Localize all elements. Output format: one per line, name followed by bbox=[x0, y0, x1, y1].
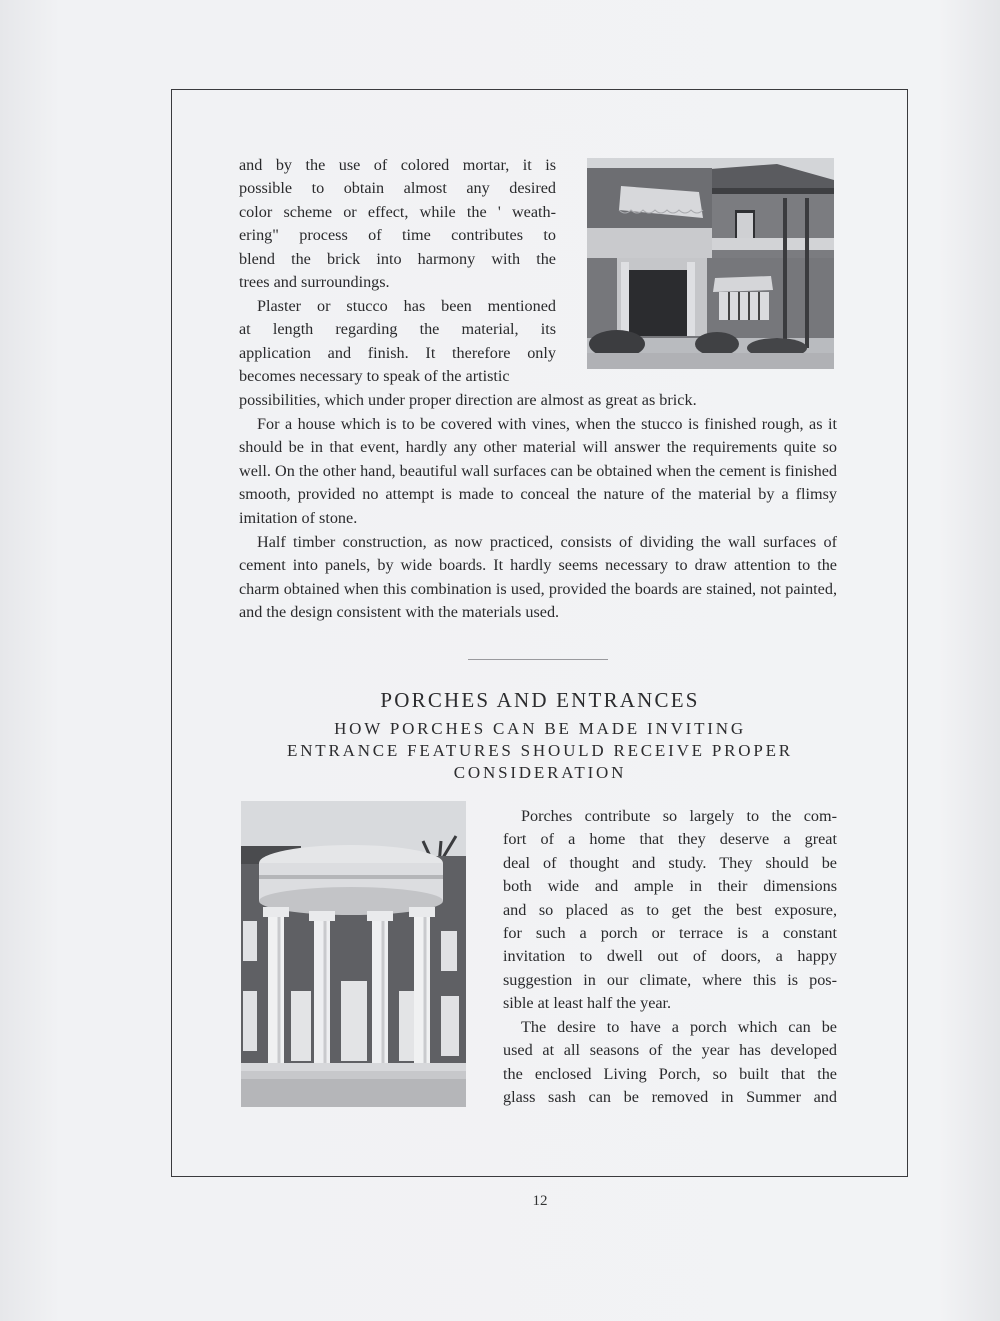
paragraph-colored-mortar bbox=[239, 154, 556, 294]
text-line: The desire to have a porch which can be bbox=[521, 1018, 837, 1036]
text-line: at length regarding the material, its bbox=[239, 320, 556, 339]
paragraph-vines bbox=[239, 413, 837, 530]
text-line: for such a porch or terrace is a constant bbox=[503, 924, 837, 943]
paragraph-porches bbox=[503, 805, 837, 1016]
text-line: color scheme or effect, while the ' weath- bbox=[239, 202, 556, 221]
section-divider bbox=[468, 659, 608, 660]
section-heading: PORCHES AND ENTRANCES bbox=[380, 688, 700, 712]
page-number: 12 bbox=[532, 1193, 548, 1209]
paragraph-text: Half timber construction, as now practiced, consists of dividing the wall surfaces of cement into panels, by wide boards. It hardly seems necessary to draw attention to the charm obtained when this combination is used, provided the boards are stained, not painted, and the design consistent with the materials used. bbox=[239, 533, 837, 622]
text-line: ering" process of time contributes to bbox=[239, 226, 556, 245]
text-line: and by the use of colored mortar, it is bbox=[239, 156, 556, 174]
text-line: glass sash can be removed in Summer and bbox=[503, 1088, 837, 1107]
text-line: deal of thought and study. They should be bbox=[503, 853, 837, 872]
section-subheading-line: HOW PORCHES CAN BE MADE INVITING bbox=[334, 719, 746, 738]
text-line: sible at least half the year. bbox=[503, 994, 672, 1013]
columned-porch-photo bbox=[241, 801, 466, 1107]
text-line: suggestion in our climate, where this is pos- bbox=[503, 970, 837, 989]
columned-porch-illustration bbox=[241, 801, 466, 1107]
section-subheading-line: CONSIDERATION bbox=[453, 763, 627, 782]
paragraph-half-timber bbox=[239, 531, 837, 625]
brick-house-illustration bbox=[587, 158, 834, 369]
text-line: Plaster or stucco has been mentioned bbox=[257, 297, 556, 315]
text-line: trees and surroundings. bbox=[239, 273, 390, 292]
text-line: fort of a home that they deserve a great bbox=[503, 830, 837, 849]
section-subheading-line: ENTRANCE FEATURES SHOULD RECEIVE PROPER bbox=[287, 741, 793, 760]
text-line: possible to obtain almost any desired bbox=[239, 179, 556, 198]
brick-house-photo bbox=[587, 158, 834, 369]
text-line: used at all seasons of the year has developed bbox=[503, 1041, 837, 1060]
text-line: becomes necessary to speak of the artistic bbox=[239, 367, 510, 386]
paragraph-text: For a house which is to be covered with vines, when the stucco is finished rough, as it should be in that event, hardly any other material will answer the requirements quite so well. On the other hand, beautiful wall surfaces can be obtained when the cement is finished smooth, provided no attempt is made to conceal the nature of the material by a flimsy imitation of stone. bbox=[239, 415, 837, 527]
paragraph-plaster-stucco-tail bbox=[239, 389, 837, 412]
text-line: both wide and ample in their dimensions bbox=[503, 877, 837, 896]
text-line: the enclosed Living Porch, so built that the bbox=[503, 1064, 837, 1083]
text-line: Porches contribute so largely to the com- bbox=[521, 807, 837, 825]
text-line: and so placed as to get the best exposure, bbox=[503, 900, 837, 919]
text-line: invitation to dwell out of doors, a happy bbox=[503, 947, 837, 966]
text-line: possibilities, which under proper direction are almost as great as brick. bbox=[239, 391, 697, 409]
paragraph-living-porch bbox=[503, 1016, 837, 1110]
text-line: blend the brick into harmony with the bbox=[239, 249, 556, 268]
paragraph-plaster-stucco bbox=[239, 295, 556, 389]
text-line: application and finish. It therefore only bbox=[239, 343, 556, 362]
